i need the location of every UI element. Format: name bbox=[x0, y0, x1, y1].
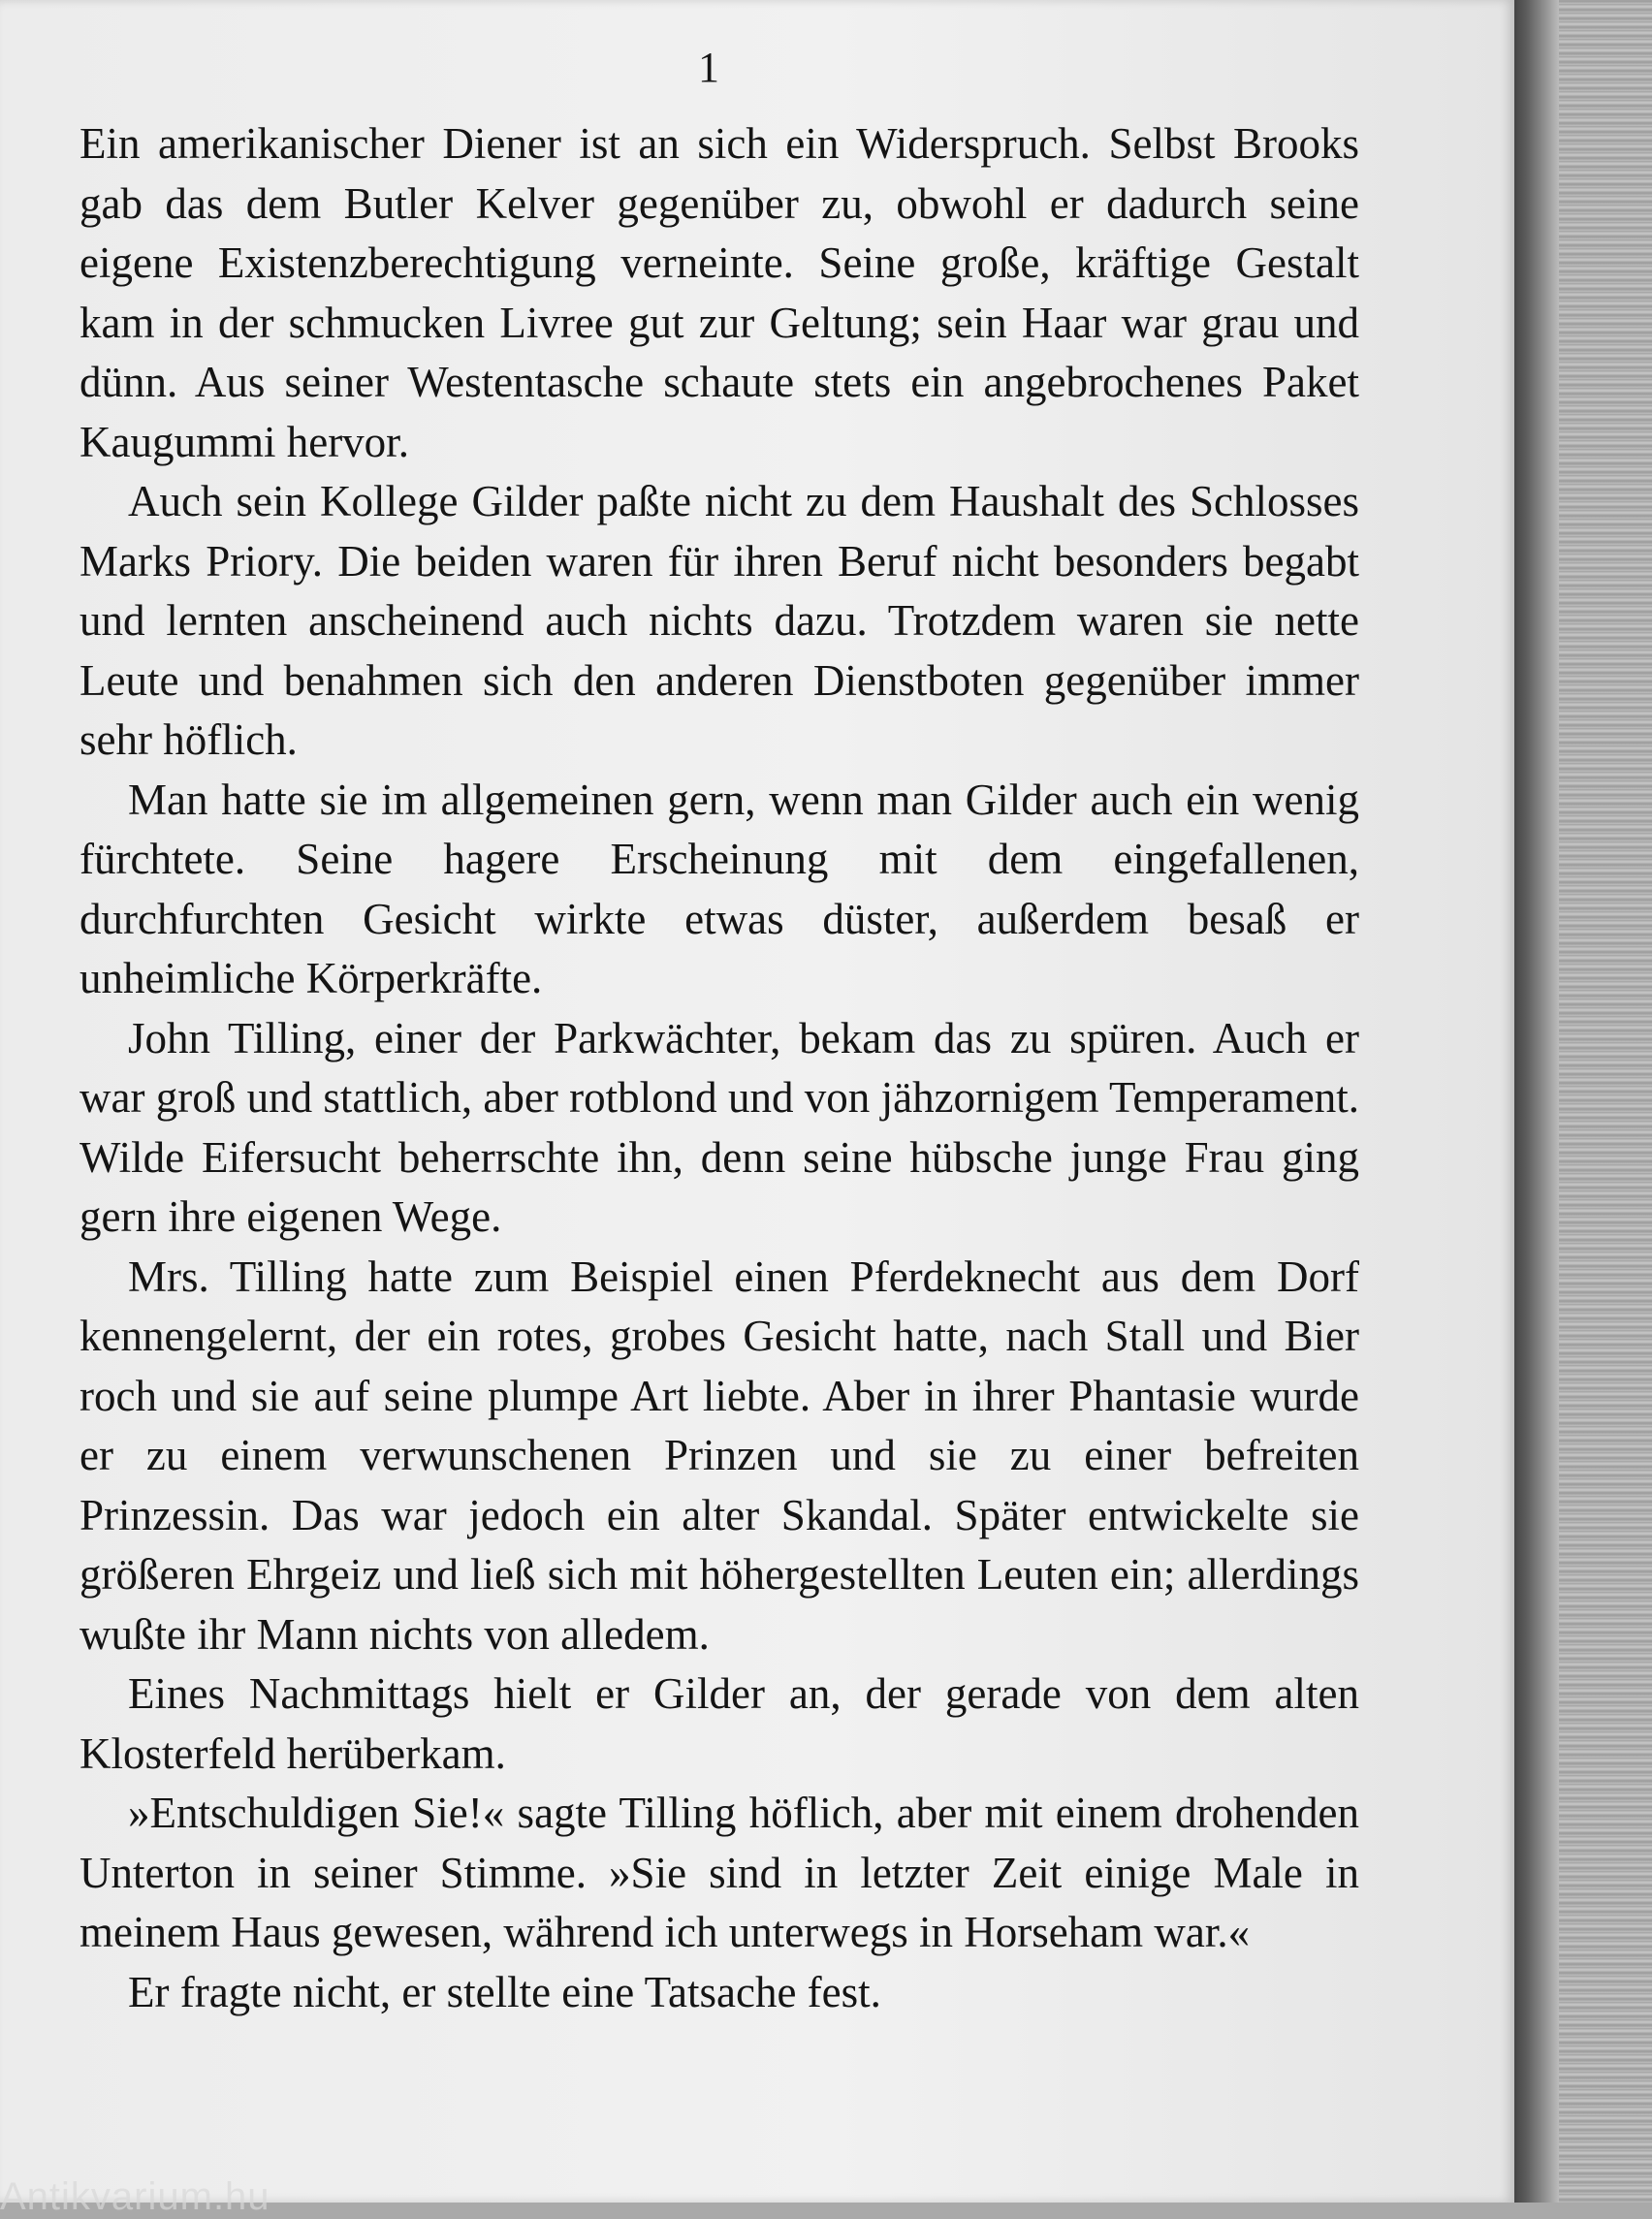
paragraph-2: Auch sein Kollege Gilder paßte nicht zu dem Haushalt des Schlosses Marks Priory. Die beiden waren für ihren Beruf nicht besonders begabt und lernten anscheinend auch nichts dazu. Trotzdem waren sie nette Leute und benahmen sich den anderen Dienstboten gegenüber immer sehr höflich. bbox=[79, 477, 1359, 764]
text-body bbox=[79, 114, 1359, 2022]
watermark: Antikvarium.hu bbox=[0, 2175, 270, 2218]
paragraph-1: Ein amerikanischer Diener ist an sich ein Widerspruch. Selbst Brooks gab das dem Butler Kelver gegenüber zu, obwohl er dadurch seine eigene Existenzberechtigung verneinte. Seine große, kräftige Gestalt kam in der schmucken Livree gut zur Geltung; sein Haar war grau und dünn. Aus seiner Westentasche schaute stets ein angebrochenes Paket Kaugummi hervor. bbox=[79, 119, 1359, 466]
paragraph-8: Er fragte nicht, er stellte eine Tatsache fest. bbox=[128, 1967, 881, 2016]
paragraph-3: Man hatte sie im allgemeinen gern, wenn man Gilder auch ein wenig fürchtete. Seine hagere Erscheinung mit dem eingefallenen, durchfurchten Gesicht wirkte etwas düster, außerdem besaß er unheimliche Körperkräfte. bbox=[79, 775, 1359, 1002]
page-number: 1 bbox=[698, 44, 719, 91]
paragraph-7: »Entschuldigen Sie!« sagte Tilling höflich, aber mit einem drohenden Unterton in seiner Stimme. »Sie sind in letzter Zeit einige Male in meinem Haus gewesen, während ich unterwegs in Horseham war.« bbox=[79, 1789, 1359, 1956]
paragraph-4: John Tilling, einer der Parkwächter, bekam das zu spüren. Auch er war groß und stattlich, aber rotblond und von jähzornigem Temperament. Wilde Eifersucht beherrschte ihn, denn seine hübsche junge Frau ging gern ihre eigenen Wege. bbox=[79, 1013, 1359, 1241]
paragraph-6: Eines Nachmittags hielt er Gilder an, der gerade von dem alten Klosterfeld herüberkam. bbox=[79, 1669, 1359, 1778]
paragraph-5: Mrs. Tilling hatte zum Beispiel einen Pferdeknecht aus dem Dorf kennengelernt, der ein rotes, grobes Gesicht hatte, nach Stall und Bier roch und sie auf seine plumpe Art liebte. Aber in ihrer Phantasie wurde er zu einem verwunschenen Prinzen und sie zu einer befreiten Prinzessin. Das war jedoch ein alter Skandal. Später entwickelte sie größeren Ehrgeiz und ließ sich mit höhergestellten Leuten ein; allerdings wußte ihr Mann nichts von alledem. bbox=[79, 1252, 1359, 1659]
book-cover-edge bbox=[1509, 0, 1559, 2203]
